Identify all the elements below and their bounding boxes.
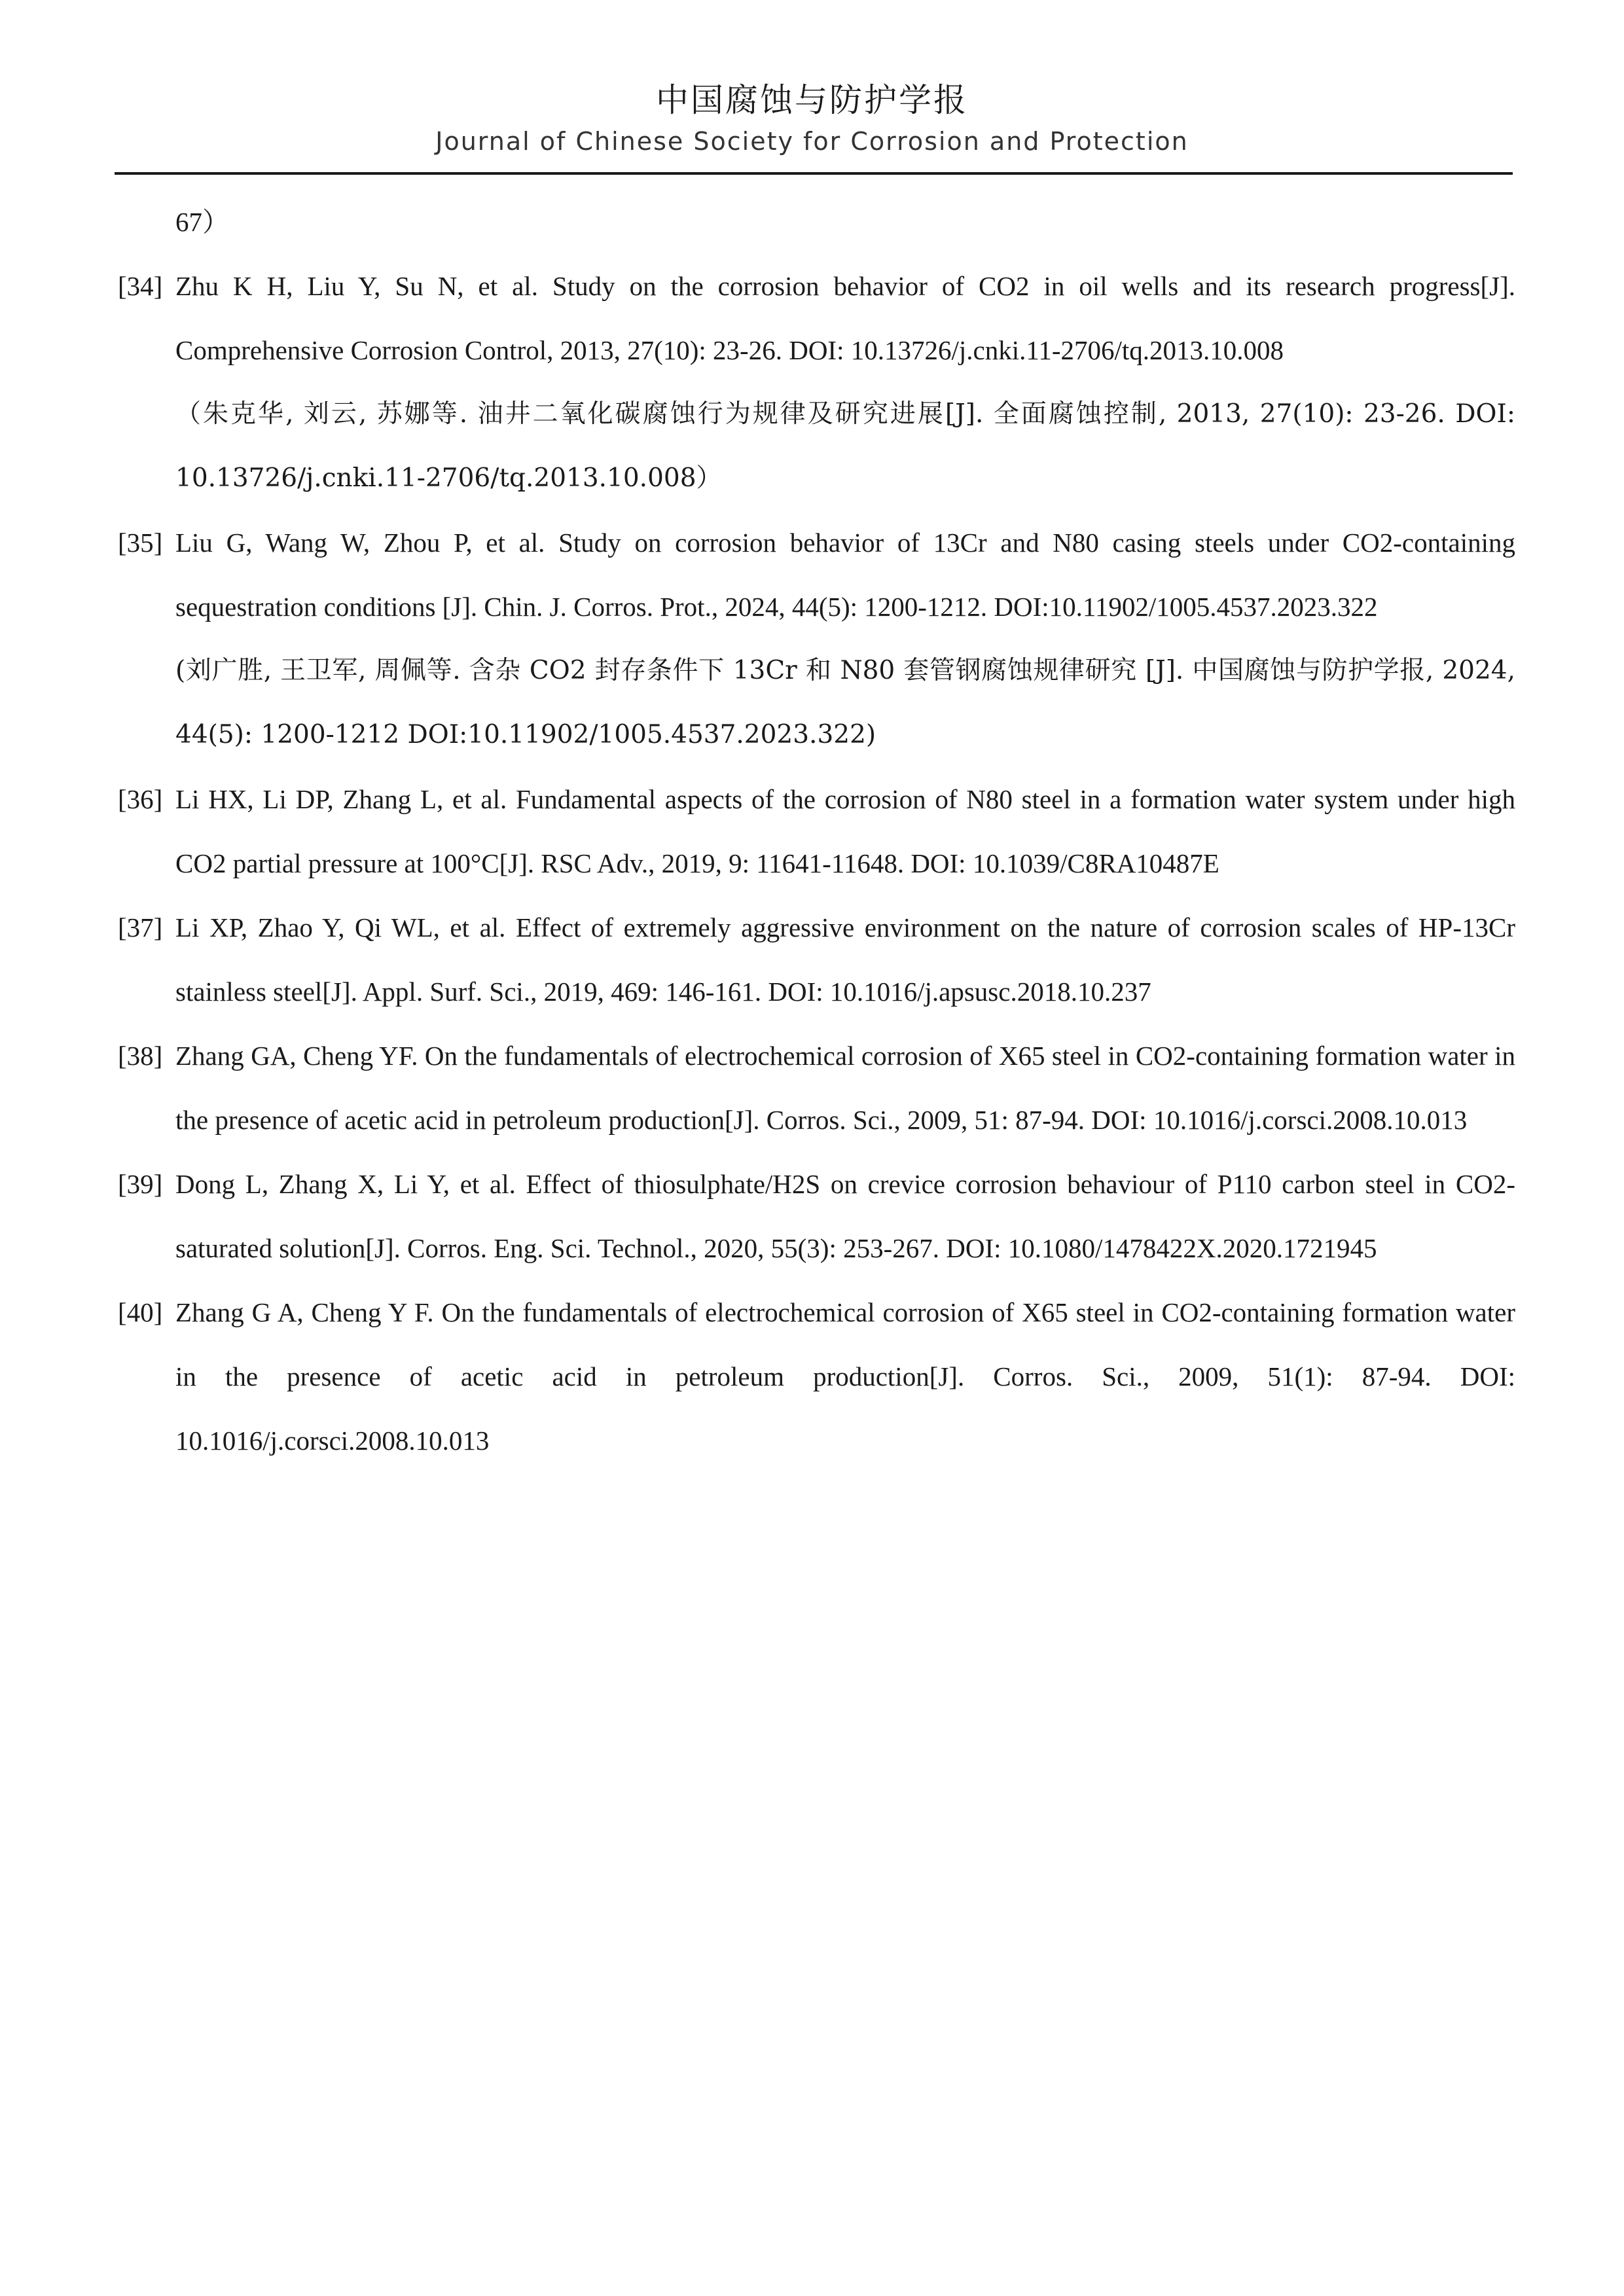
reference-text-en: Dong L, Zhang X, Li Y, et al. Effect of thiosulphate/H2S on crevice corrosion behaviour of P110 carbon steel in CO2-saturated solution[J]. Corros. Eng. Sci. Technol., 2020, 55(3): 253-267. DOI: 10.1080/1478422X.2020.1721945 bbox=[175, 1169, 1515, 1263]
reference-number: [36] bbox=[118, 784, 163, 814]
reference-list bbox=[118, 190, 1515, 1473]
reference-item-35 bbox=[118, 511, 1515, 767]
reference-item-38 bbox=[118, 1024, 1515, 1152]
reference-text-en: Zhu K H, Liu Y, Su N, et al. Study on the corrosion behavior of CO2 in oil wells and its research progress[J]. Comprehensive Corrosion Control, 2013, 27(10): 23-26. DOI: 10.13726/j.cnki.11-2706/tq.2013.10.008 bbox=[175, 271, 1515, 365]
journal-header bbox=[0, 77, 1624, 160]
reference-number: [37] bbox=[118, 912, 163, 942]
reference-item-34 bbox=[118, 254, 1515, 511]
reference-text-en: Zhang G A, Cheng Y F. On the fundamentals of electrochemical corrosion of X65 steel in CO2-containing formation water in the presence of acetic acid in petroleum production[J]. Corros. Sci., 2009, 51(1): 87-94. DOI: 10.1016/j.corsci.2008.10.013 bbox=[175, 1297, 1515, 1456]
reference-item-39 bbox=[118, 1152, 1515, 1280]
journal-title-cn: 中国腐蚀与防护学报 bbox=[656, 81, 968, 119]
reference-item-37 bbox=[118, 895, 1515, 1024]
reference-text-en: Zhang GA, Cheng YF. On the fundamentals of electrochemical corrosion of X65 steel in CO2-containing formation water in the presence of acetic acid in petroleum production[J]. Corros. Sci., 2009, 51: 87-94. DOI: 10.1016/j.corsci.2008.10.013 bbox=[175, 1041, 1515, 1135]
continued-reference-tail: 67） bbox=[175, 207, 229, 237]
reference-item-36 bbox=[118, 767, 1515, 895]
reference-number: [40] bbox=[118, 1297, 163, 1327]
reference-number: [39] bbox=[118, 1169, 163, 1199]
reference-text-cn: （朱克华, 刘云, 苏娜等. 油井二氧化碳腐蚀行为规律及研究进展[J]. 全面腐蚀控制, 2013, 27(10): 23-26. DOI: 10.13726/j.cnki.11-2706/tq.2013.10.008） bbox=[175, 399, 1515, 493]
reference-item-40 bbox=[118, 1280, 1515, 1473]
header-divider bbox=[115, 172, 1513, 175]
reference-text-en: Liu G, Wang W, Zhou P, et al. Study on corrosion behavior of 13Cr and N80 casing steels under CO2-containing sequestration conditions [J]. Chin. J. Corros. Prot., 2024, 44(5): 1200-1212. DOI:10.11902/1005.4537.2023.322 bbox=[175, 528, 1515, 622]
reference-text-en: Li HX, Li DP, Zhang L, et al. Fundamental aspects of the corrosion of N80 steel in a formation water system under high CO2 partial pressure at 100°C[J]. RSC Adv., 2019, 9: 11641-11648. DOI: 10.1039/C8RA10487E bbox=[175, 784, 1515, 878]
reference-number: [34] bbox=[118, 271, 163, 301]
reference-text-cn: (刘广胜, 王卫军, 周佩等. 含杂 CO2 封存条件下 13Cr 和 N80 套管钢腐蚀规律研究 [J]. 中国腐蚀与防护学报, 2024, 44(5): 1200-1212 DOI:10.11902/1005.4537.2023.322) bbox=[175, 656, 1515, 749]
reference-text-en: Li XP, Zhao Y, Qi WL, et al. Effect of extremely aggressive environment on the nature of corrosion scales of HP-13Cr stainless steel[J]. Appl. Surf. Sci., 2019, 469: 146-161. DOI: 10.1016/j.apsusc.2018.10.237 bbox=[175, 912, 1515, 1007]
reference-number: [35] bbox=[118, 528, 163, 558]
journal-title-en: Journal of Chinese Society for Corrosion and Protection bbox=[435, 127, 1189, 156]
reference-number: [38] bbox=[118, 1041, 163, 1071]
